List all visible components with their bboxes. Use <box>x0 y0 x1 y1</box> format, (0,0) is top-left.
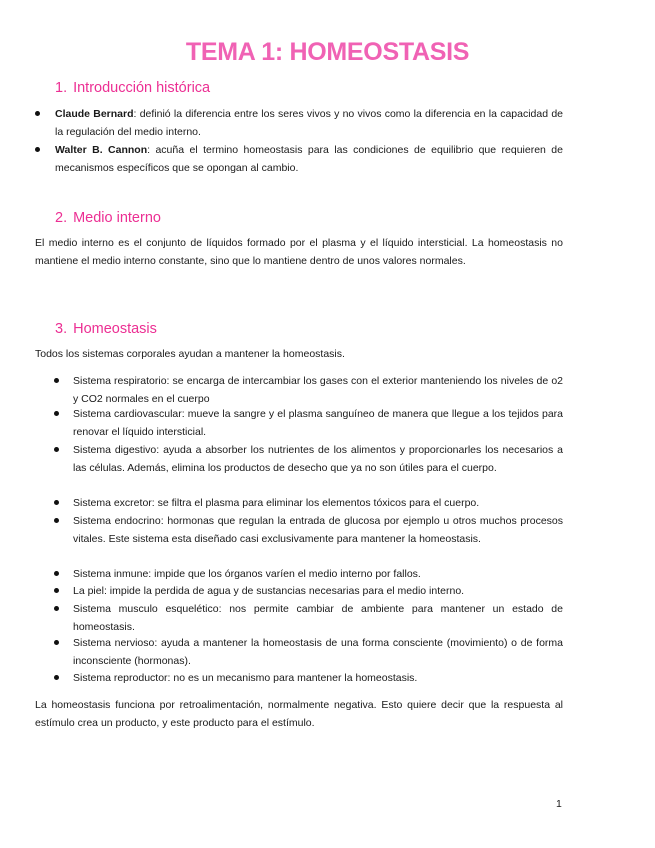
bullet-icon <box>54 447 59 452</box>
list-item: Sistema nervioso: ayuda a mantener la homeostasis de una forma consciente (movimiento) o de forma inconsciente (hormonas). <box>73 634 563 670</box>
bullet-icon <box>35 147 40 152</box>
section-heading-homeostasis <box>55 321 157 337</box>
list-item <box>55 105 563 141</box>
list-item: Sistema reproductor: no es un mecanismo para mantener la homeostasis. <box>73 669 563 687</box>
bullet-icon <box>54 500 59 505</box>
intro-paragraph: Todos los sistemas corporales ayudan a mantener la homeostasis. <box>35 348 345 360</box>
section-heading-medio-interno <box>55 210 161 226</box>
list-item: Sistema respiratorio: se encarga de intercambiar los gases con el exterior manteniendo los niveles de o2 y CO2 normales en el cuerpo <box>73 372 563 408</box>
section-number: 1. <box>55 80 68 96</box>
person-name: Walter B. Cannon <box>55 144 148 156</box>
page-number: 1 <box>556 798 562 810</box>
list-item: Sistema excretor: se filtra el plasma para eliminar los elementos tóxicos para el cuerpo. <box>73 494 563 512</box>
section-number: 3. <box>55 321 68 337</box>
list-item: Sistema cardiovascular: mueve la sangre y el plasma sanguíneo de manera que llegue a los tejidos para renovar el líquido intersticial. <box>73 405 563 441</box>
bullet-icon <box>54 588 59 593</box>
document-title: TEMA 1: HOMEOSTASIS <box>185 38 470 66</box>
bullet-icon <box>54 518 59 523</box>
bullet-icon <box>54 378 59 383</box>
list-item-text: : definió la diferencia entre los seres vivos y no vivos como la diferencia en la capacidad de la regulación del medio interno. <box>55 108 564 138</box>
bullet-icon <box>35 111 40 116</box>
list-item: Sistema digestivo: ayuda a absorber los nutrientes de los alimentos y proporcionarles los necesarios a las células. Además, elimina los productos de desecho que ya no son útiles para el cuerpo. <box>73 441 563 477</box>
section-title: Homeostasis <box>73 321 157 337</box>
list-item: Sistema inmune: impide que los órganos varíen el medio interno por fallos. <box>73 565 563 583</box>
list-item <box>55 141 563 177</box>
section-number: 2. <box>55 210 68 226</box>
bullet-icon <box>54 675 59 680</box>
paragraph: El medio interno es el conjunto de líquidos formado por el plasma y el líquido intersticial. La homeostasis no mantiene el medio interno constante, sino que lo mantiene dentro de unos valores normales. <box>35 237 563 267</box>
section-title: Introducción histórica <box>73 80 211 96</box>
bullet-icon <box>54 606 59 611</box>
list-item-text: : acuña el termino homeostasis para las condiciones de equilibrio que requieren de mecanismos específicos que se opongan al cambio. <box>55 144 563 174</box>
list-item: La piel: impide la perdida de agua y de sustancias necesarias para el medio interno. <box>73 582 563 600</box>
person-name: Claude Bernard <box>55 108 134 120</box>
section-heading-introduccion <box>55 80 210 96</box>
bullet-icon <box>54 411 59 416</box>
bullet-icon <box>54 571 59 576</box>
closing-paragraph: La homeostasis funciona por retroalimentación, normalmente negativa. Esto quiere decir que la respuesta al estímulo crea un producto, y este producto para el estímulo. <box>35 699 563 729</box>
section-title: Medio interno <box>73 210 161 226</box>
list-item: Sistema endocrino: hormonas que regulan la entrada de glucosa por ejemplo u otros muchos procesos vitales. Este sistema esta diseñado casi exclusivamente para mantener la homeostasis. <box>73 512 563 548</box>
bullet-icon <box>54 640 59 645</box>
list-item: Sistema musculo esquelético: nos permite cambiar de ambiente para mantener un estado de homeostasis. <box>73 600 563 636</box>
